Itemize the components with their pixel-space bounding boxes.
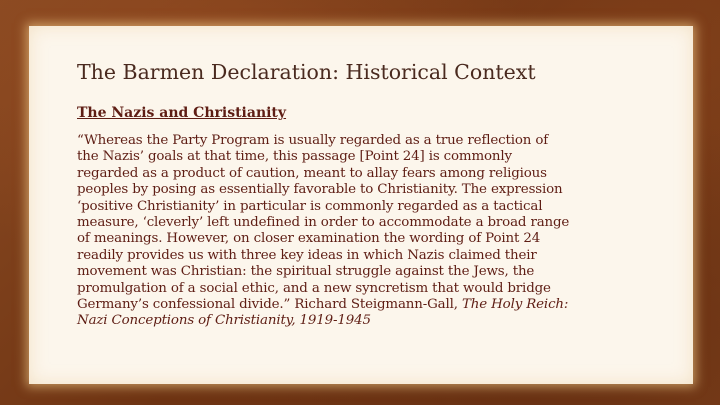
quote-line: ‘positive Christianity’ in particular is commonly regarded as a tactical — [77, 198, 543, 214]
quote-line: readily provides us with three key ideas in which Nazis claimed their — [77, 247, 537, 263]
quote-paragraph — [77, 133, 662, 330]
quote-line: promulgation of a social ethic, and a new syncretism that would bridge — [77, 280, 551, 296]
quote-line: peoples by posing as essentially favorable to Christianity. The expression — [77, 182, 563, 198]
slide-subtitle: The Nazis and Christianity — [77, 105, 287, 121]
quote-line: “Whereas the Party Program is usually regarded as a true reflection of — [77, 133, 549, 148]
quote-line: regarded as a product of caution, meant to allay fears among religious — [77, 165, 547, 181]
quote-line: movement was Christian: the spiritual struggle against the Jews, the — [77, 264, 535, 280]
quote-line: measure, ‘cleverly’ left undefined in order to accommodate a broad range — [77, 215, 570, 231]
citation-book-title-part2: Nazi Conceptions of Christianity, 1919-1945 — [77, 313, 371, 329]
quote-line: of meanings. However, on closer examination the wording of Point 24 — [77, 231, 541, 247]
slide-title: The Barmen Declaration: Historical Context — [77, 60, 536, 84]
citation-author: Richard Steigmann-Gall, — [290, 297, 462, 313]
quote-line: the Nazis’ goals at that time, this passage [Point 24] is commonly — [77, 149, 512, 165]
quote-closing-text: Germany’s confessional divide.” — [77, 297, 291, 313]
quote-line-with-citation — [77, 297, 662, 313]
slide-card — [29, 26, 693, 384]
citation-book-title-part1: The Holy Reich: — [462, 297, 569, 313]
